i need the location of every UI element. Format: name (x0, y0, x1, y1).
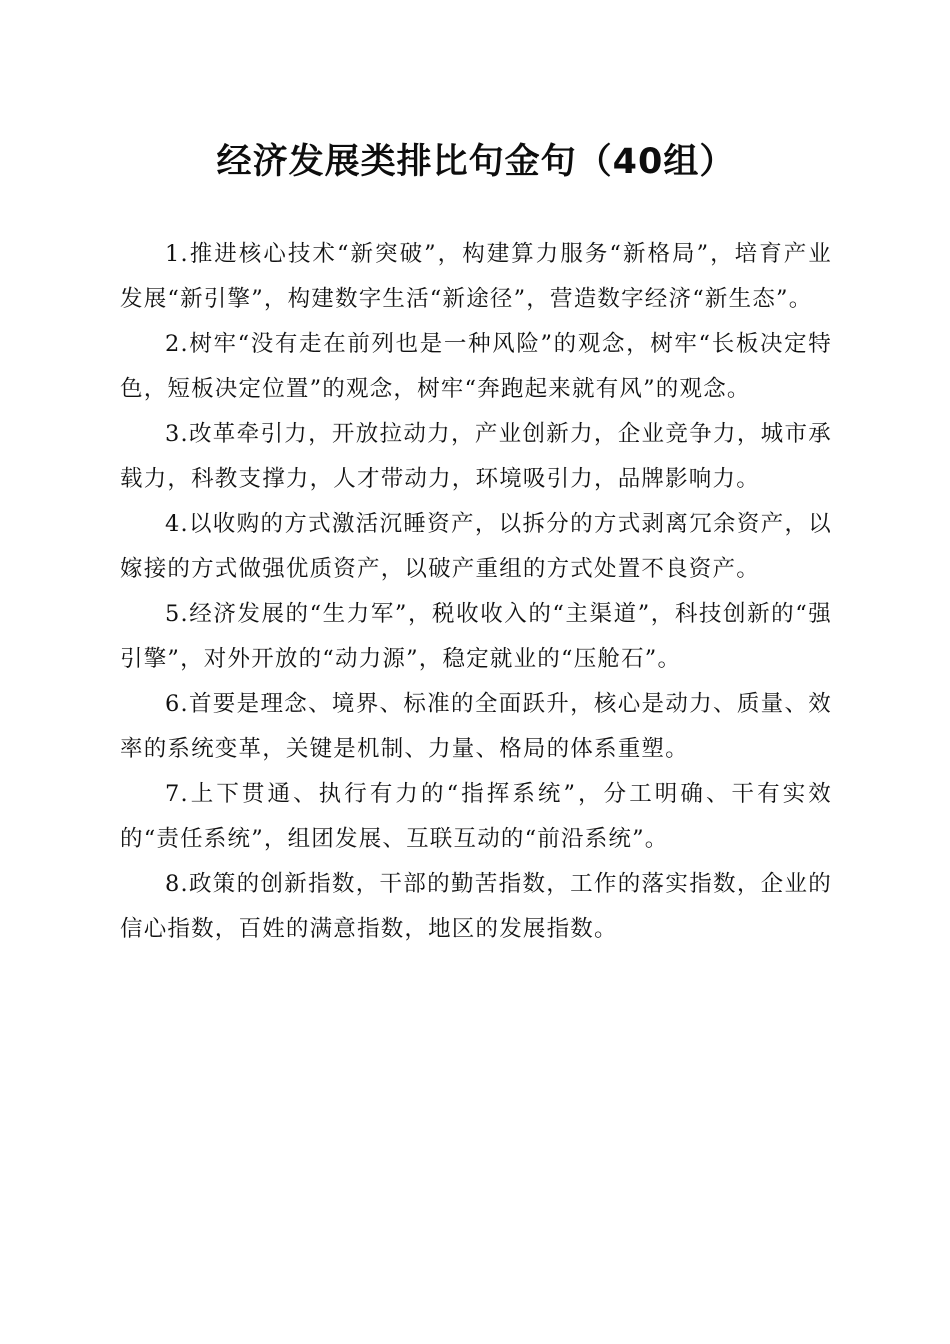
paragraph-7: 7.上下贯通、执行有力的“指挥系统”，分工明确、干有实效的“责任系统”，组团发展、互联互动的“前沿系统”。 (120, 781, 832, 852)
paragraph-5: 5.经济发展的“生力军”，税收收入的“主渠道”，科技创新的“强引擎”，对外开放的“动力源”，稳定就业的“压舱石”。 (120, 601, 832, 672)
document-body (120, 232, 832, 952)
paragraph-2: 2.树牢“没有走在前列也是一种风险”的观念，树牢“长板决定特色，短板决定位置”的观念，树牢“奔跑起来就有风”的观念。 (120, 331, 832, 402)
paragraph-6: 6.首要是理念、境界、标准的全面跃升，核心是动力、质量、效率的系统变革，关键是机制、力量、格局的体系重塑。 (120, 691, 832, 762)
paragraph-3: 3.改革牵引力，开放拉动力，产业创新力，企业竞争力，城市承载力，科教支撑力，人才带动力，环境吸引力，品牌影响力。 (120, 421, 832, 492)
paragraph-1: 1.推进核心技术“新突破”，构建算力服务“新格局”，培育产业发展“新引擎”，构建数字生活“新途径”，营造数字经济“新生态”。 (120, 241, 832, 312)
paragraph-8: 8.政策的创新指数，干部的勤苦指数，工作的落实指数，企业的信心指数，百姓的满意指数，地区的发展指数。 (120, 871, 832, 942)
document-title: 经济发展类排比句金句（40组） (216, 142, 736, 182)
paragraph-4: 4.以收购的方式激活沉睡资产，以拆分的方式剥离冗余资产，以嫁接的方式做强优质资产，以破产重组的方式处置不良资产。 (120, 511, 832, 582)
